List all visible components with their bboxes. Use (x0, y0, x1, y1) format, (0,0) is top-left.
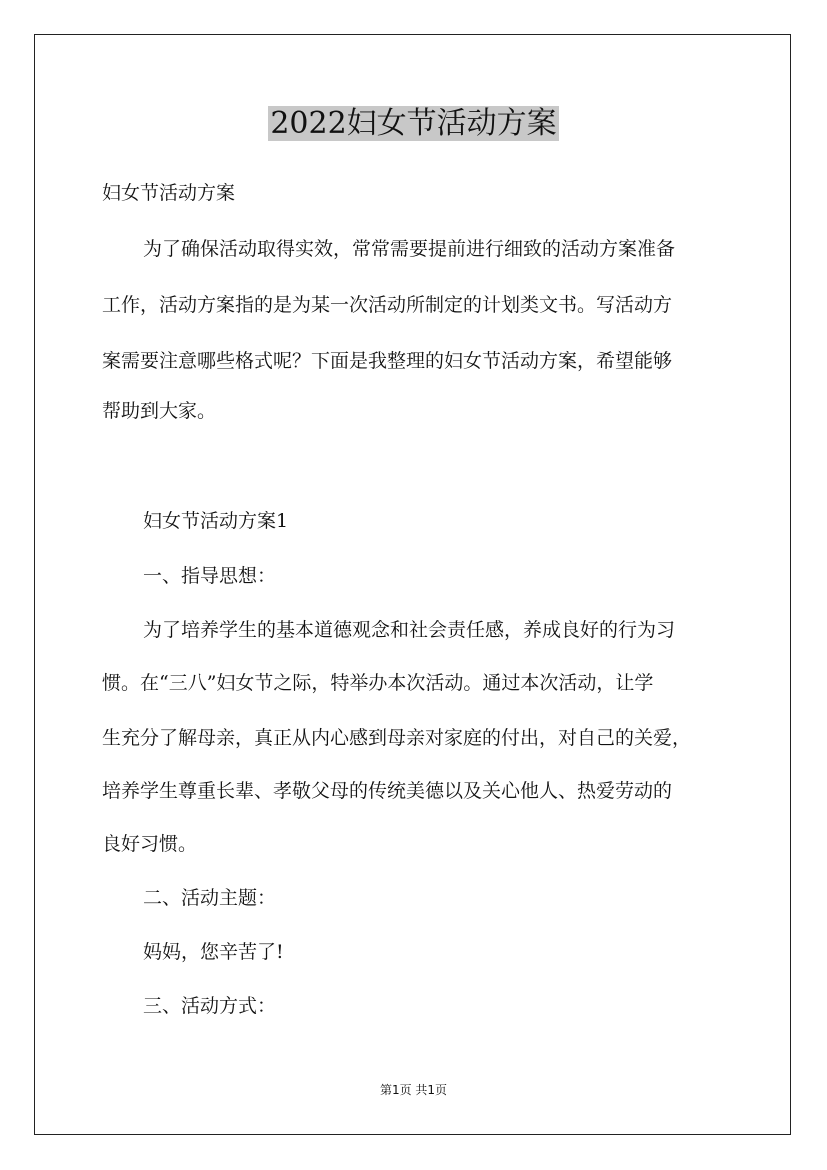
guiding-paragraph-line-3: 生充分了解母亲，真正从内心感到母亲对家庭的付出，对自己的关爱， (102, 727, 692, 749)
section-heading-plan-1: 妇女节活动方案1 (143, 510, 289, 532)
guiding-paragraph-line-4: 培养学生尊重长辈、孝敬父母的传统美德以及关心他人、热爱劳动的 (102, 780, 673, 802)
subheading-guiding-idea: 一、指导思想： (143, 565, 277, 587)
document-title (0, 104, 827, 144)
guiding-paragraph-line-1: 为了培养学生的基本道德观念和社会责任感，养成良好的行为习 (143, 619, 676, 641)
activity-theme-text: 妈妈，您辛苦了! (143, 941, 284, 963)
guiding-paragraph-line-5: 良好习惯。 (102, 833, 198, 855)
page-number-footer: 第1页 共1页 (379, 1083, 448, 1097)
intro-paragraph-line-3: 案需要注意哪些格式呢？下面是我整理的妇女节活动方案，希望能够 (102, 350, 673, 372)
intro-heading: 妇女节活动方案 (102, 182, 236, 204)
document-title-text: 2022妇女节活动方案 (270, 106, 557, 141)
intro-paragraph-line-2: 工作，活动方案指的是为某一次活动所制定的计划类文书。写活动方 (102, 294, 673, 316)
intro-paragraph-line-1: 为了确保活动取得实效，常常需要提前进行细致的活动方案准备 (143, 238, 676, 260)
subheading-activity-method: 三、活动方式： (143, 995, 277, 1017)
subheading-activity-theme: 二、活动主题： (143, 887, 277, 909)
intro-paragraph-line-4: 帮助到大家。 (102, 400, 217, 422)
guiding-paragraph-line-2: 惯。在“三八”妇女节之际，特举办本次活动。通过本次活动，让学 (102, 672, 654, 694)
